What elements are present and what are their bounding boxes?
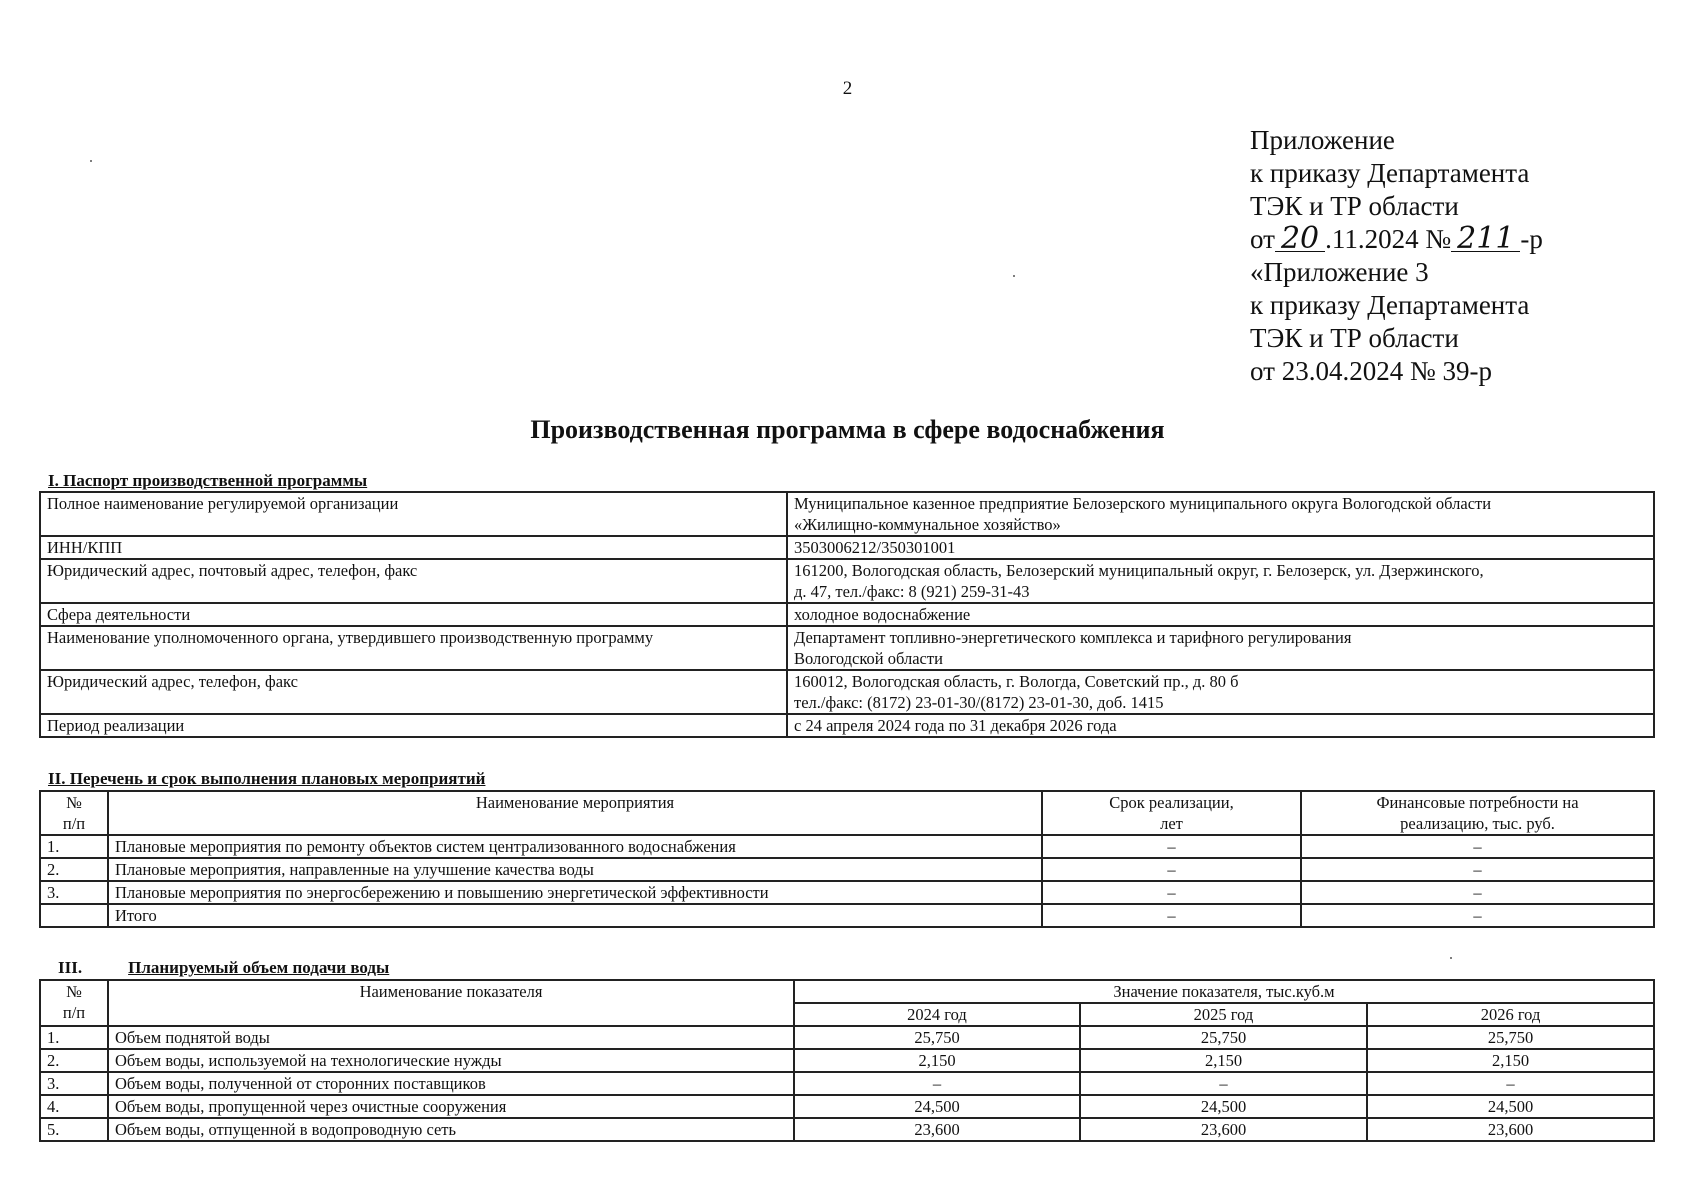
- term-value: –: [1042, 858, 1301, 881]
- header-line: п/п: [62, 814, 86, 833]
- value-2024: –: [794, 1072, 1080, 1095]
- header-line: п/п: [62, 1003, 86, 1022]
- finance-value: –: [1301, 858, 1654, 881]
- table-row: [40, 603, 1654, 626]
- activity-name: Плановые мероприятия по энергосбережению и повышению энергетической эффективности: [108, 881, 1042, 904]
- term-value: –: [1042, 904, 1301, 927]
- indicator-name: Объем воды, отпущенной в водопроводную сеть: [108, 1118, 794, 1141]
- indicator-name: Объем воды, полученной от сторонних поставщиков: [108, 1072, 794, 1095]
- value-2024: 24,500: [794, 1095, 1080, 1118]
- passport-value: с 24 апреля 2024 года по 31 декабря 2026 года: [787, 714, 1654, 737]
- col-header-finance: [1301, 791, 1654, 835]
- row-number: 1.: [40, 1026, 108, 1049]
- row-number: 3.: [40, 881, 108, 904]
- appendix-line: ТЭК и ТР области: [1250, 191, 1459, 221]
- activities-table: [39, 790, 1655, 928]
- order-suffix: -р: [1520, 224, 1543, 254]
- value-2026: –: [1367, 1072, 1654, 1095]
- activity-name: Плановые мероприятия по ремонту объектов систем централизованного водоснабжения: [108, 835, 1042, 858]
- table-row-total: [40, 904, 1654, 927]
- term-value: –: [1042, 835, 1301, 858]
- col-header-2024: 2024 год: [794, 1003, 1080, 1026]
- header-line: Срок реализации,: [1109, 793, 1234, 812]
- passport-label: Юридический адрес, телефон, факс: [40, 670, 787, 714]
- value-2025: 2,150: [1080, 1049, 1367, 1072]
- value-line: Муниципальное казенное предприятие Белозерского муниципального округа Вологодской области: [794, 494, 1492, 513]
- col-header-value-group: Значение показателя, тыс.куб.м: [794, 980, 1654, 1003]
- document-title: Производственная программа в сфере водоснабжения: [530, 415, 1165, 444]
- water-volume-table: [39, 979, 1655, 1142]
- value-2026: 24,500: [1367, 1095, 1654, 1118]
- value-line: Департамент топливно-энергетического комплекса и тарифного регулирования: [794, 628, 1352, 647]
- row-number: 4.: [40, 1095, 108, 1118]
- appendix-line: к приказу Департамента: [1250, 158, 1530, 188]
- table-row: [40, 1072, 1654, 1095]
- page-number: 2: [842, 78, 853, 99]
- row-number: 2.: [40, 858, 108, 881]
- table-row: [40, 881, 1654, 904]
- passport-value: [787, 492, 1654, 536]
- appendix-line: Приложение: [1250, 125, 1395, 155]
- table-row: [40, 714, 1654, 737]
- order-date-rest: .11.2024 №: [1325, 224, 1452, 254]
- col-header-activity-name: Наименование мероприятия: [108, 791, 1042, 835]
- row-number: 1.: [40, 835, 108, 858]
- value-2025: 24,500: [1080, 1095, 1367, 1118]
- table-row: [40, 1118, 1654, 1141]
- table-row: [40, 1095, 1654, 1118]
- activity-name: Плановые мероприятия, направленные на улучшение качества воды: [108, 858, 1042, 881]
- row-number: 5.: [40, 1118, 108, 1141]
- table-row: [40, 626, 1654, 670]
- appendix-line: «Приложение 3: [1250, 257, 1429, 287]
- passport-value: холодное водоснабжение: [787, 603, 1654, 626]
- passport-label: Период реализации: [40, 714, 787, 737]
- table-header-row: [40, 791, 1654, 835]
- value-line: 161200, Вологодская область, Белозерский муниципальный округ, г. Белозерск, ул. Дзержинского,: [794, 561, 1484, 580]
- section-3-title: Планируемый объем подачи воды: [128, 958, 390, 977]
- header-line: лет: [1160, 814, 1183, 833]
- appendix-line: к приказу Департамента: [1250, 290, 1530, 320]
- passport-label: Наименование уполномоченного органа, утвердившего производственную программу: [40, 626, 787, 670]
- scan-speck: [1450, 957, 1452, 959]
- value-2026: 25,750: [1367, 1026, 1654, 1049]
- finance-value: –: [1301, 904, 1654, 927]
- row-number: 3.: [40, 1072, 108, 1095]
- row-number: [40, 904, 108, 927]
- finance-value: –: [1301, 881, 1654, 904]
- value-2026: 23,600: [1367, 1118, 1654, 1141]
- value-line: Вологодской области: [794, 649, 943, 668]
- table-row: [40, 1049, 1654, 1072]
- table-row: [40, 559, 1654, 603]
- passport-label: ИНН/КПП: [40, 536, 787, 559]
- header-line: реализацию, тыс. руб.: [1400, 814, 1555, 833]
- passport-value: [787, 626, 1654, 670]
- appendix-block: [1250, 124, 1543, 388]
- col-header-number: [40, 791, 108, 835]
- section-3-heading: [58, 958, 389, 978]
- value-2025: 23,600: [1080, 1118, 1367, 1141]
- value-line: 160012, Вологодская область, г. Вологда, Советский пр., д. 80 б: [794, 672, 1239, 691]
- header-line: №: [66, 982, 82, 1001]
- passport-label: Полное наименование регулируемой организации: [40, 492, 787, 536]
- header-line: Финансовые потребности на: [1376, 793, 1579, 812]
- order-prefix: от: [1250, 224, 1275, 254]
- appendix-line: от 23.04.2024 № 39-р: [1250, 356, 1492, 386]
- value-line: д. 47, тел./факс: 8 (921) 259-31-43: [794, 582, 1030, 601]
- passport-value: [787, 670, 1654, 714]
- col-header-term: [1042, 791, 1301, 835]
- passport-value: 3503006212/350301001: [787, 536, 1654, 559]
- header-line: №: [66, 793, 82, 812]
- scan-speck: [90, 160, 92, 162]
- col-header-2026: 2026 год: [1367, 1003, 1654, 1026]
- passport-label: Сфера деятельности: [40, 603, 787, 626]
- table-row: [40, 492, 1654, 536]
- activity-name: Итого: [108, 904, 1042, 927]
- scan-speck: [1013, 275, 1015, 277]
- handwritten-order-day: 20: [1275, 227, 1325, 252]
- order-date-line: [1250, 223, 1543, 256]
- indicator-name: Объем поднятой воды: [108, 1026, 794, 1049]
- table-row: [40, 835, 1654, 858]
- value-2024: 25,750: [794, 1026, 1080, 1049]
- table-row: [40, 858, 1654, 881]
- finance-value: –: [1301, 835, 1654, 858]
- appendix-line: ТЭК и ТР области: [1250, 323, 1459, 353]
- value-2025: 25,750: [1080, 1026, 1367, 1049]
- indicator-name: Объем воды, используемой на технологические нужды: [108, 1049, 794, 1072]
- value-line: тел./факс: (8172) 23-01-30/(8172) 23-01-30, доб. 1415: [794, 693, 1164, 712]
- passport-label: Юридический адрес, почтовый адрес, телефон, факс: [40, 559, 787, 603]
- row-number: 2.: [40, 1049, 108, 1072]
- handwritten-order-number: 211: [1451, 227, 1520, 252]
- value-2024: 23,600: [794, 1118, 1080, 1141]
- value-2026: 2,150: [1367, 1049, 1654, 1072]
- value-2025: –: [1080, 1072, 1367, 1095]
- passport-value: [787, 559, 1654, 603]
- col-header-number: [40, 980, 108, 1026]
- section-3-number: III.: [58, 958, 83, 977]
- passport-table: [39, 491, 1655, 738]
- section-1-heading: I. Паспорт производственной программы: [48, 471, 368, 490]
- col-header-2025: 2025 год: [1080, 1003, 1367, 1026]
- indicator-name: Объем воды, пропущенной через очистные сооружения: [108, 1095, 794, 1118]
- value-2024: 2,150: [794, 1049, 1080, 1072]
- table-header-row: [40, 980, 1654, 1003]
- col-header-indicator-name: Наименование показателя: [108, 980, 794, 1026]
- term-value: –: [1042, 881, 1301, 904]
- section-2-heading: II. Перечень и срок выполнения плановых мероприятий: [48, 769, 486, 788]
- table-row: [40, 1026, 1654, 1049]
- value-line: «Жилищно-коммунальное хозяйство»: [794, 515, 1061, 534]
- table-row: [40, 670, 1654, 714]
- table-row: [40, 536, 1654, 559]
